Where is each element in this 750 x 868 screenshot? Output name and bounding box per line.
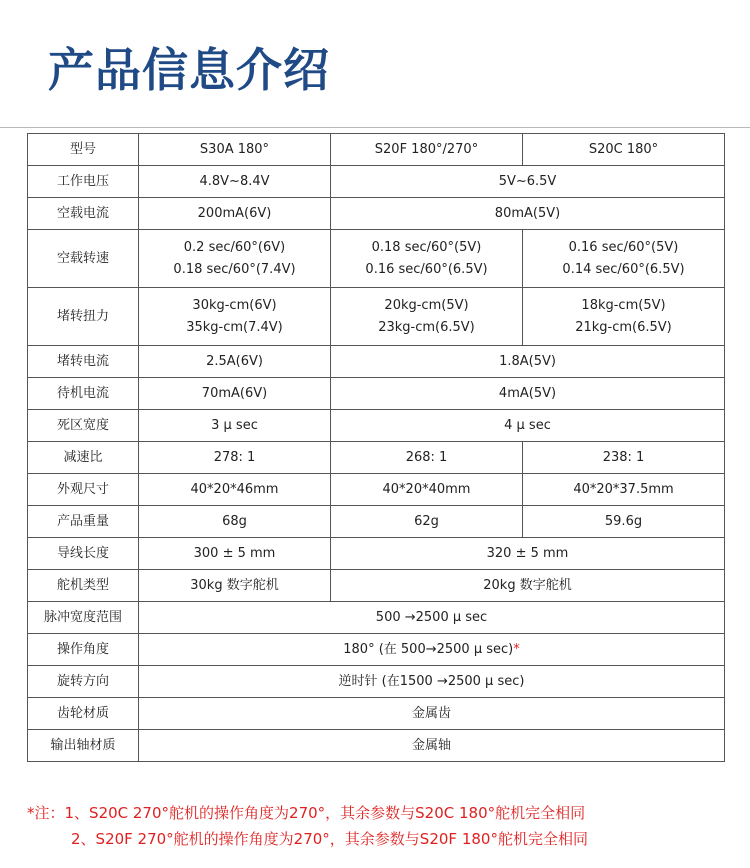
cell-s20f: 268: 1: [331, 442, 523, 474]
cell-s20f-s20c: 20kg 数字舵机: [331, 570, 725, 602]
cell-line: 0.16 sec/60°(6.5V): [365, 261, 488, 277]
cell-s20f: [331, 230, 523, 288]
cell-all-models: 金属齿: [139, 698, 725, 730]
cell-s20f-s20c: 80mA(5V): [331, 198, 725, 230]
model-header-s20c: S20C 180°: [523, 134, 725, 166]
cell-line: 0.18 sec/60°(7.4V): [173, 261, 296, 277]
cell-s20c: 59.6g: [523, 506, 725, 538]
page-title: 产品信息介绍: [48, 43, 330, 97]
table-row-voltage: [28, 166, 725, 198]
cell-s30a: 70mA(6V): [139, 378, 331, 410]
row-label: 待机电流: [28, 378, 139, 410]
row-label: 减速比: [28, 442, 139, 474]
cell-s20f: 40*20*40mm: [331, 474, 523, 506]
model-header-s30a: S30A 180°: [139, 134, 331, 166]
footnote-line: *注：1、S20C 270°舵机的操作角度为270°，其余参数与S20C 180°舵机完全相同: [27, 804, 586, 822]
table-row-noload-current: [28, 198, 725, 230]
table-row-dimensions: [28, 474, 725, 506]
cell-line: 18kg-cm(5V): [581, 297, 666, 313]
spec-table: [27, 133, 725, 762]
cell-line: 23kg-cm(6.5V): [378, 319, 475, 335]
cell-line: 35kg-cm(7.4V): [186, 319, 283, 335]
table-row-servo-type: [28, 570, 725, 602]
cell-s30a: [139, 230, 331, 288]
cell-s20f-s20c: 4mA(5V): [331, 378, 725, 410]
title-divider: [0, 127, 750, 128]
cell-s20f-s20c: 320 ± 5 mm: [331, 538, 725, 570]
row-label: 产品重量: [28, 506, 139, 538]
cell-s20c: [523, 230, 725, 288]
cell-s20c: 40*20*37.5mm: [523, 474, 725, 506]
table-row-wire-length: [28, 538, 725, 570]
cell-line: 0.14 sec/60°(6.5V): [562, 261, 685, 277]
cell-s20f: 62g: [331, 506, 523, 538]
footnote-star: *: [513, 641, 520, 657]
cell-s30a: 4.8V~8.4V: [139, 166, 331, 198]
table-row-gear-material: [28, 698, 725, 730]
cell-s30a: 300 ± 5 mm: [139, 538, 331, 570]
table-row-gear-ratio: [28, 442, 725, 474]
table-row-weight: [28, 506, 725, 538]
cell-all-models: 500 →2500 μ sec: [139, 602, 725, 634]
row-label: 舵机类型: [28, 570, 139, 602]
row-label: 堵转扭力: [28, 288, 139, 346]
cell-all-models: 金属轴: [139, 730, 725, 762]
cell-s30a: 40*20*46mm: [139, 474, 331, 506]
cell-all-models: 逆时针 (在1500 →2500 μ sec): [139, 666, 725, 698]
cell-s20f-s20c: 5V~6.5V: [331, 166, 725, 198]
table-row-deadband: [28, 410, 725, 442]
cell-s30a: 30kg 数字舵机: [139, 570, 331, 602]
row-label: 工作电压: [28, 166, 139, 198]
cell-text: 180° (在 500→2500 μ sec): [343, 641, 514, 657]
cell-all-models: [139, 634, 725, 666]
row-label: 死区宽度: [28, 410, 139, 442]
cell-line: 21kg-cm(6.5V): [575, 319, 672, 335]
cell-s30a: [139, 288, 331, 346]
table-row-standby-current: [28, 378, 725, 410]
table-row-pulse-range: [28, 602, 725, 634]
cell-line: 30kg-cm(6V): [192, 297, 277, 313]
row-label: 输出轴材质: [28, 730, 139, 762]
row-label: 齿轮材质: [28, 698, 139, 730]
table-row-shaft-material: [28, 730, 725, 762]
row-label: 脉冲宽度范围: [28, 602, 139, 634]
footnote: [27, 800, 588, 852]
cell-s20f-s20c: 1.8A(5V): [331, 346, 725, 378]
cell-s30a: 278: 1: [139, 442, 331, 474]
cell-s20f: [331, 288, 523, 346]
row-label: 型号: [28, 134, 139, 166]
cell-line: 20kg-cm(5V): [384, 297, 469, 313]
table-row-stall-current: [28, 346, 725, 378]
footnote-line: 2、S20F 270°舵机的操作角度为270°，其余参数与S20F 180°舵机完全相同: [71, 830, 588, 848]
row-label: 空载电流: [28, 198, 139, 230]
table-row-operating-angle: [28, 634, 725, 666]
cell-line: 0.2 sec/60°(6V): [183, 239, 286, 255]
cell-s30a: 3 μ sec: [139, 410, 331, 442]
cell-s20c: 238: 1: [523, 442, 725, 474]
row-label: 堵转电流: [28, 346, 139, 378]
cell-s30a: 68g: [139, 506, 331, 538]
cell-s30a: 200mA(6V): [139, 198, 331, 230]
table-row-noload-speed: [28, 230, 725, 288]
cell-s20c: [523, 288, 725, 346]
cell-s20f-s20c: 4 μ sec: [331, 410, 725, 442]
table-header-row: [28, 134, 725, 166]
row-label: 旋转方向: [28, 666, 139, 698]
cell-line: 0.16 sec/60°(5V): [568, 239, 679, 255]
row-label: 导线长度: [28, 538, 139, 570]
table-row-rotation: [28, 666, 725, 698]
cell-line: 0.18 sec/60°(5V): [371, 239, 482, 255]
model-header-s20f: S20F 180°/270°: [331, 134, 523, 166]
cell-s30a: 2.5A(6V): [139, 346, 331, 378]
table-row-stall-torque: [28, 288, 725, 346]
row-label: 空载转速: [28, 230, 139, 288]
row-label: 外观尺寸: [28, 474, 139, 506]
row-label: 操作角度: [28, 634, 139, 666]
